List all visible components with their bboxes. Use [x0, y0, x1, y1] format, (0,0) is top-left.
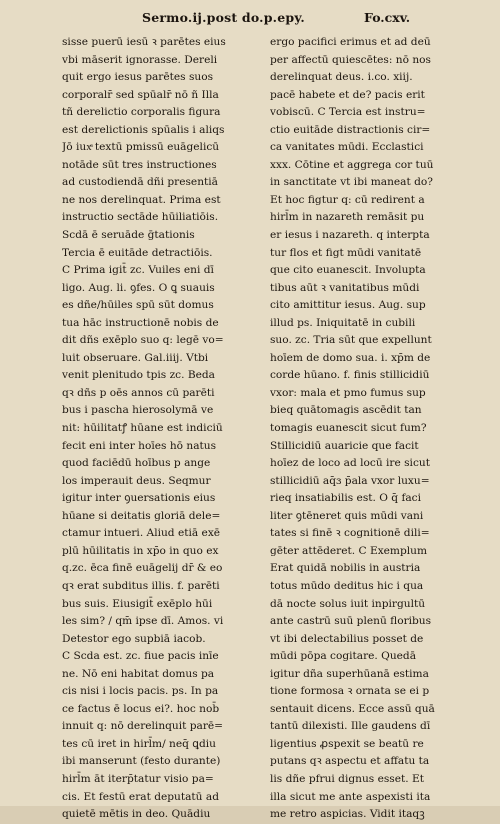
text-line: ligentius ꝓspexit se beatū re	[270, 737, 424, 750]
text-line: liter ꝯtēneret quis mūdi vani	[270, 509, 424, 522]
text-line: ne. Nō eni habitat domus pa	[62, 667, 215, 680]
text-line: cito amittitur iesus. Aug. sup	[270, 299, 426, 312]
text-line: bus i pascha hierosolymā ve	[62, 404, 214, 417]
text-line: tur flos et figt mūdi vanitatē	[270, 246, 422, 259]
text-line: tomagis euanescit sicut fum?	[270, 422, 427, 435]
text-line: gēter attēderet. C Exemplum	[270, 544, 428, 557]
text-line: vxor: mala et pmo fumus sup	[270, 386, 426, 399]
text-line: C Prima igit̄ zc. Vuiles eni dī	[62, 264, 214, 277]
text-line: C Scda est. zc. fiue pacis inīe	[62, 650, 219, 663]
text-line: ne nos derelinquat. Prima est	[62, 193, 221, 206]
text-line: sisse puerū iesū ꝛ parētes eius	[62, 36, 226, 48]
left-text-column	[62, 34, 284, 824]
text-line: corporalr̄ sed spūalr̄ nō ñ Illa	[62, 88, 219, 101]
text-line: luit obseruare. Gal.iiij. Vtbi	[62, 351, 209, 364]
text-line: hūane si deitatis gloriā dele=	[62, 509, 221, 522]
text-line: qꝛ dñs p oēs annos cū parēti	[62, 386, 215, 399]
text-line: derelinquat deus. i.co. xiij.	[270, 71, 413, 84]
text-line: xxx. Cōtine et aggrega cor tuū	[270, 158, 434, 171]
text-line: ante castrū suū plenū floribus	[270, 615, 432, 628]
text-line: ctio euitāde distractionis cir=	[270, 123, 431, 136]
text-line: nit: hūilitatꝭ hūane est indiciū	[62, 422, 223, 435]
text-line: suo. zc. Tria sūt que expellunt	[270, 334, 432, 347]
text-line: hirl̄m in nazareth remāsit pu	[270, 211, 425, 224]
text-line: me retro aspicias. Vidit itaqꝫ	[270, 808, 425, 821]
text-line: ce factus ē locus ei?. hoc nob̄	[62, 702, 220, 715]
text-line: los imperauit deus. Seqmur	[62, 474, 211, 487]
text-line: illud ps. Iniquitatē in cubili	[270, 316, 416, 329]
text-line: tua hāc instructionē nobis de	[62, 316, 219, 329]
text-line: pacē habete et de? pacis erit	[270, 88, 425, 101]
text-line: cis. Et festū erat deputatū ad	[62, 790, 219, 803]
text-line: que cito euanescit. Involupta	[270, 264, 426, 277]
text-line: rieq insatiabilis est. O q̄ faci	[270, 492, 422, 505]
text-line: Detestor ego supbiā iacob.	[62, 632, 206, 645]
text-line: cis nisi i locis pacis. ps. In pa	[62, 685, 219, 698]
text-line: ergo pacifici erimus et ad deū	[270, 36, 431, 48]
text-line: igitur dña superhūanā estima	[270, 667, 429, 680]
text-line: vobiscū. C Tercia est instru=	[270, 106, 426, 119]
text-line: qꝛ erat subditus illis. f. parēti	[62, 579, 220, 592]
text-line: hoīem de domo sua. i. xp̄m de	[270, 351, 431, 364]
text-line: vt ibi delectabilius posset de	[270, 632, 424, 645]
text-line: sentauit dicens. Ecce assū quā	[270, 702, 435, 715]
text-line: tñ derelictio corporalis figura	[62, 106, 221, 119]
text-line: innuit q: nō derelinquit parē=	[62, 720, 224, 733]
text-line: q.zc. ēca finē euāgelij dr̄ & eo	[62, 562, 223, 575]
text-line: Scdā ē seruāde ḡtationis	[62, 229, 195, 242]
text-line: bieq quātomagis ascēdit tan	[270, 404, 422, 417]
text-line: Erat quidā nobilis in austria	[270, 562, 421, 575]
text-line: corde hūano. f. finis stillicidiū	[270, 369, 430, 382]
folio-number: Fo.cxv.	[364, 10, 411, 25]
text-line: mūdi pōpa cogitare. Quedā	[270, 650, 417, 663]
text-line: quietē mētis in deo. Quādiu	[62, 808, 211, 821]
text-line: vbi māserit ignorasse. Dereli	[62, 53, 218, 66]
page-header	[0, 4, 500, 30]
text-line: instructio sectāde hūiliatiōis.	[62, 211, 219, 224]
text-line: hoīez de loco ad locū ire sicut	[270, 457, 430, 470]
running-head: Sermo.ij.post do.p.epy.	[142, 10, 305, 25]
text-line: tes cū iret in hirl̄m/ neq̄ ꝗdiu	[62, 737, 216, 750]
text-line: hirl̄m āt iterp̄tatur visio pa=	[62, 772, 214, 785]
text-line: tione formosa ꝛ ornata se ei p	[270, 685, 430, 698]
text-line: plū hūilitatis in xp̄o in quo ex	[62, 544, 219, 557]
text-line: Et hoc figtur q: cū redirent a	[270, 193, 425, 206]
text-line: er iesus i nazareth. q interpta	[270, 229, 430, 242]
text-line: igitur inter ꝯuersationis eius	[62, 492, 216, 505]
text-line: Jō iuxͣ textū pmissū euāgelicū	[62, 141, 220, 154]
text-line: tibus aūt ꝛ vanitatibus mūdi	[270, 281, 420, 294]
text-line: dā nocte solus iuit inpirgultū	[270, 597, 426, 610]
text-line: putans qꝛ aspectu et affatu ta	[270, 755, 430, 768]
text-line: ctamur intueri. Aliud etiā exē	[62, 527, 221, 540]
text-line: lis dñe pfrui dignus esset. Et	[270, 772, 424, 785]
text-line: fecit eni inter hoīes hō natus	[62, 439, 217, 452]
text-line: ad custodiendā dñi presentiā	[62, 176, 218, 189]
text-line: ca vanitates mūdi. Ecclastici	[270, 141, 424, 154]
text-line: ligo. Aug. li. ꝯfes. O ꝗ suauis	[62, 281, 215, 294]
text-line: les sim? / qm̄ ipse dī. Amos. vi	[62, 615, 224, 628]
text-line: notāde sūt tres instructiones	[62, 158, 217, 171]
text-line: stillicidiū aq̄ɜ p̄ala vxor luxu=	[270, 474, 430, 487]
text-line: quit ergo iesus parētes suos	[62, 71, 214, 84]
text-line: in sanctitate vt ibi maneat do?	[270, 176, 433, 189]
text-line: illa sicut me ante aspexisti ita	[270, 790, 431, 803]
text-line: quod faciēdū hoībus p ange	[62, 457, 211, 470]
text-line: ibi manserunt (festo durante)	[62, 755, 221, 768]
text-line: totus mūdo deditus hic i qua	[270, 579, 424, 592]
text-line: venit plenitudo tpis zc. Beda	[62, 369, 215, 382]
text-line: per affectū quiescētes: nō nos	[270, 53, 431, 66]
text-line: tates si finē ꝛ cognitionē dili=	[270, 527, 430, 540]
text-line: bus suis. Eiusigit̄ exēplo hūi	[62, 597, 213, 610]
text-line: dit dñs exēplo suo q: legē vo=	[62, 334, 224, 347]
text-line: Tercia ē euitāde detractiōis.	[62, 246, 213, 259]
text-line: es dñe/hūiles spū sūt domus	[62, 299, 214, 312]
text-line: Stillicidiū auaricie que facit	[270, 439, 419, 452]
text-line: est derelictionis spūalis i aliqs	[62, 123, 225, 136]
text-line: tantū dilexisti. Ille gaudens dī	[270, 720, 431, 733]
right-text-column	[270, 34, 492, 824]
